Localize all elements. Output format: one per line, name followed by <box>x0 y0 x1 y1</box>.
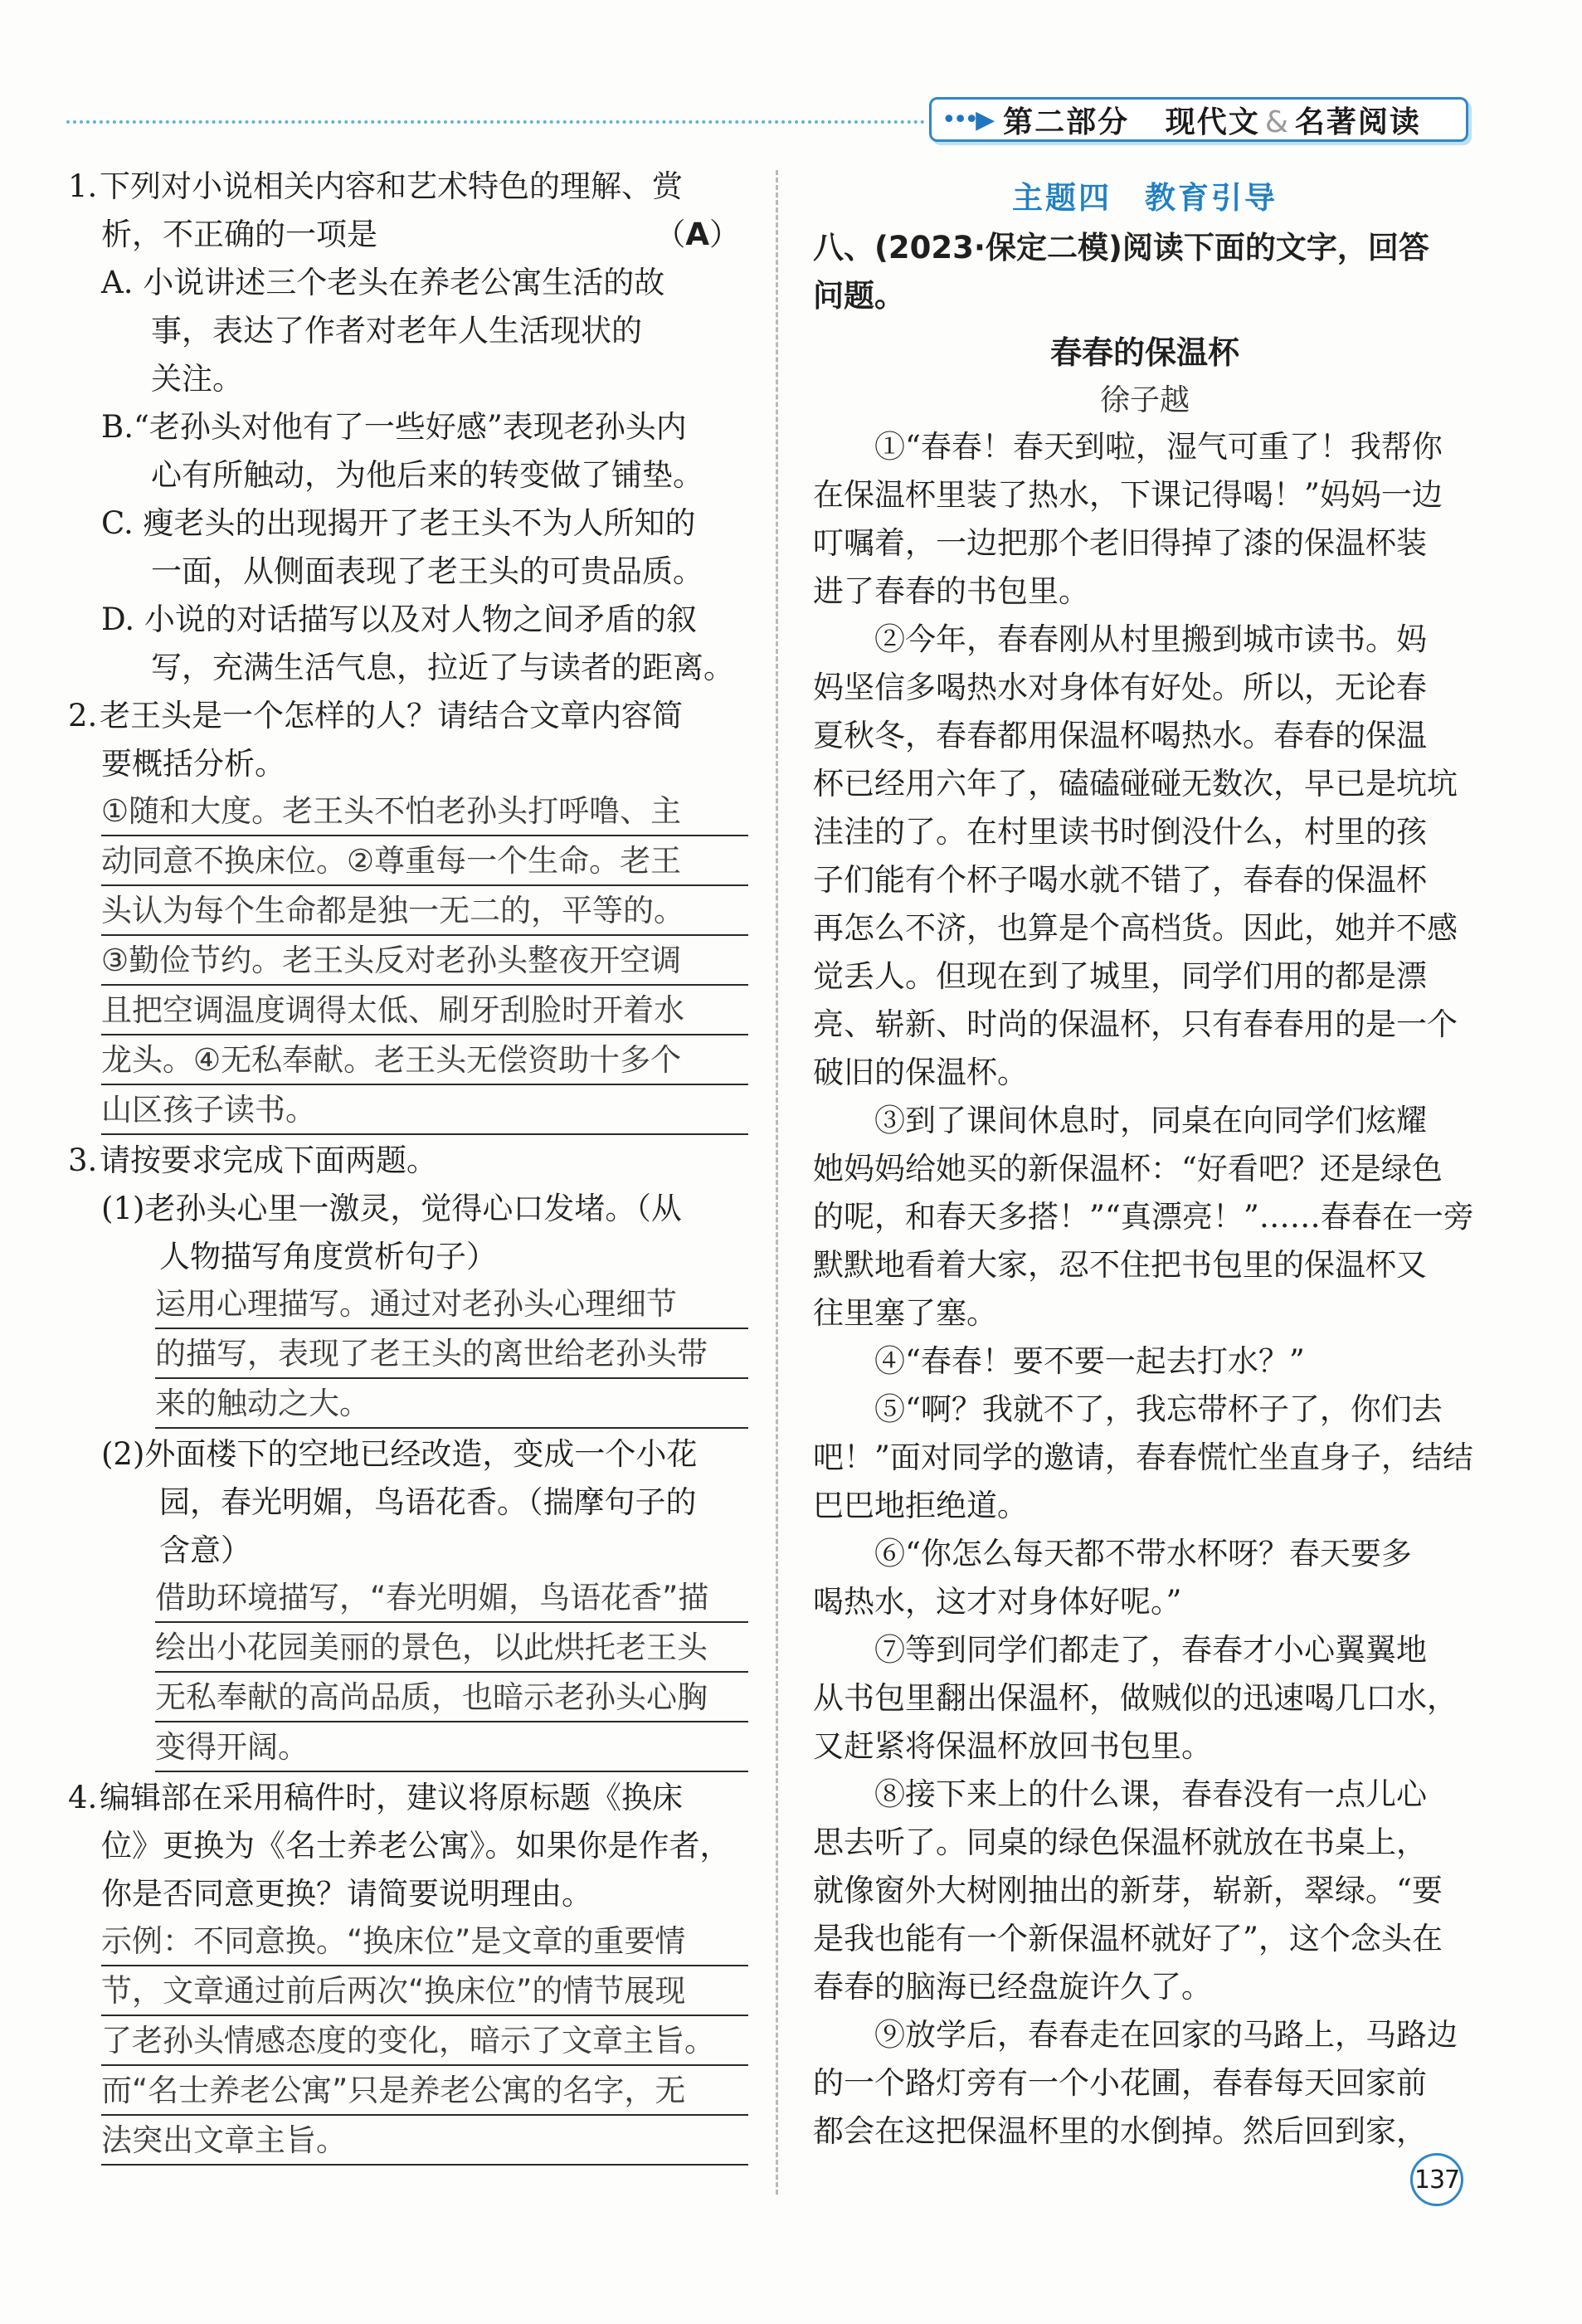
story-line: 在保温杯里装了热水，下课记得喝！”妈妈一边 <box>813 477 1443 513</box>
answer-line: 头认为每个生命都是独一无二的，平等的。 <box>101 888 748 936</box>
story-paragraph <box>813 616 1477 1097</box>
answer-line: ①随和大度。老王头不怕老孙头打呼噜、主 <box>101 788 748 836</box>
question-3-sub1: (1)老孙头心里一激灵，觉得心口发堵。（从 <box>101 1191 682 1226</box>
section-header-tab <box>929 97 1468 142</box>
story-line: ②今年，春春刚从村里搬到城市读书。妈 <box>874 621 1427 657</box>
left-column <box>68 163 748 2167</box>
option-c: C. 瘦老头的出现揭开了老王头不为人所知的 <box>101 505 696 541</box>
header-dotted-rule <box>66 120 925 124</box>
story-line: 春春的脑海已经盘旋许久了。 <box>813 1969 1212 2005</box>
question-2-number: 2. <box>68 698 98 733</box>
option-d: D. 小说的对话描写以及对人物之间矛盾的叙 <box>101 602 697 637</box>
story-line: 巴巴地拒绝道。 <box>813 1488 1028 1523</box>
option-b: 心有所触动，为他后来的转变做了铺垫。 <box>151 457 703 493</box>
answer-line: 而“名士养老公寓”只是养老公寓的名字，无 <box>101 2068 748 2116</box>
story-line: 亮、崭新、时尚的保温杯，只有春春用的是一个 <box>813 1006 1458 1042</box>
story-paragraph <box>813 1530 1477 1626</box>
story-line: 又赶紧将保温杯放回书包里。 <box>813 1728 1212 1764</box>
section-amp: & <box>1264 105 1290 139</box>
question-2 <box>68 692 748 1135</box>
story-line: 默默地看着大家，忍不住把书包里的保温杯又 <box>813 1247 1427 1283</box>
answer-line: 无私奉献的高尚品质，也暗示老孙头心胸 <box>155 1674 748 1722</box>
reading-instruction: 八、(2023·保定二模)阅读下面的文字，回答 <box>813 230 1429 266</box>
story-paragraph <box>813 1386 1477 1530</box>
answer-bracket: （A） <box>655 217 740 252</box>
story-title: 春春的保温杯 <box>1049 334 1239 371</box>
question-2-line: 2.老王头是一个怎样的人？请结合文章内容简 <box>68 692 748 740</box>
story-line: ⑧接下来上的什么课，春春没有一点儿心 <box>874 1776 1427 1812</box>
story-line: 子们能有个杯子喝水就不错了，春春的保温杯 <box>813 862 1427 898</box>
answer-line: 龙头。④无私奉献。老王头无偿资助十多个 <box>101 1037 748 1085</box>
answer-letter: A <box>685 217 709 252</box>
question-3-sub1: 人物描写角度赏析句子） <box>159 1239 497 1274</box>
answer-line: 节，文章通过前后两次“换床位”的情节展现 <box>101 1968 748 2016</box>
story-line: ①“春春！春天到啦，湿气可重了！我帮你 <box>874 429 1443 465</box>
story-line: 夏秋冬，春春都用保温杯喝热水。春春的保温 <box>813 718 1427 753</box>
question-1-line: 析，不正确的一项是 （A） <box>68 211 748 259</box>
story-line: ⑨放学后，春春走在回家的马路上，马路边 <box>874 2017 1458 2053</box>
story-line: 思去听了。同桌的绿色保温杯就放在书桌上， <box>813 1825 1427 1860</box>
answer-line: 动同意不换床位。②尊重每一个生命。老王 <box>101 838 748 886</box>
story-paragraph <box>813 1626 1477 1771</box>
section-modern: 现代文 <box>1165 105 1260 139</box>
reading-instruction: 问题。 <box>813 278 905 314</box>
question-4-line: 位》更换为《名士养老公寓》。如果你是作者， <box>101 1828 731 1864</box>
answer-line: 绘出小花园美丽的景色，以此烘托老王头 <box>155 1625 748 1673</box>
answer-3-1 <box>68 1281 748 1429</box>
story-body <box>813 423 1477 2156</box>
story-line: 觉丢人。但现在到了城里，同学们用的都是漂 <box>813 958 1427 994</box>
story-line: 是我也能有一个新保温杯就好了”，这个念头在 <box>813 1921 1443 1956</box>
story-line: 的一个路灯旁有一个小花圃，春春每天回家前 <box>813 2065 1427 2101</box>
answer-line: 来的触动之大。 <box>155 1381 748 1429</box>
story-line: 的呢，和春天多搭！”“真漂亮！”……春春在一旁 <box>813 1199 1474 1235</box>
story-author: 徐子越 <box>1099 383 1190 417</box>
answer-4 <box>68 1918 748 2166</box>
section-part: 第二部分 <box>1003 105 1130 139</box>
question-4-line: 你是否同意更换？请简要说明理由。 <box>101 1876 592 1912</box>
story-line: 妈坚信多喝热水对身体有好处。所以，无论春 <box>813 670 1427 705</box>
answer-line: 借助环境描写，“春光明媚，鸟语花香”描 <box>155 1575 748 1623</box>
question-1-number: 1. <box>68 168 98 204</box>
option-a: 关注。 <box>151 361 243 397</box>
answer-line: ③勤俭节约。老王头反对老孙头整夜开空调 <box>101 938 748 986</box>
column-divider <box>776 170 778 2195</box>
question-4-number: 4. <box>68 1780 98 1815</box>
option-a: 事，表达了作者对老年人生活现状的 <box>151 313 642 348</box>
option-b: B.“老孙头对他有了一些好感”表现老孙头内 <box>101 409 687 445</box>
story-line: 就像窗外大树刚抽出的新芽，崭新，翠绿。“要 <box>813 1873 1443 1908</box>
section-classics: 名著阅读 <box>1294 105 1421 139</box>
answer-line: 且把空调温度调得太低、刷牙刮脸时开着水 <box>101 987 748 1035</box>
story-line: 喝热水，这才对身体好呢。” <box>813 1584 1182 1620</box>
question-3 <box>68 1137 748 1772</box>
page-number: 137 <box>1410 2153 1463 2206</box>
story-paragraph <box>813 1097 1477 1337</box>
story-line: 吧！”面对同学的邀请，春春慌忙坐直身子，结结 <box>813 1440 1473 1475</box>
question-1 <box>68 163 748 692</box>
question-3-sub2: (2)外面楼下的空地已经改造，变成一个小花 <box>101 1436 698 1472</box>
section-title <box>1003 99 1421 141</box>
answer-line: 运用心理描写。通过对老孙头心理细节 <box>155 1281 748 1329</box>
story-line: ③到了课间休息时，同桌在向同学们炫耀 <box>874 1103 1427 1138</box>
answer-2 <box>68 788 748 1135</box>
story-line: 杯已经用六年了，磕磕碰碰无数次，早已是坑坑 <box>813 766 1458 801</box>
story-paragraph <box>813 1771 1477 2011</box>
story-line: 都会在这把保温杯里的水倒掉。然后回到家， <box>813 2113 1427 2149</box>
arrow-icon: •••▶ <box>942 105 992 134</box>
answer-line: 了老孙头情感态度的变化，暗示了文章主旨。 <box>101 2018 748 2066</box>
question-3-line: 3.请按要求完成下面两题。 <box>68 1137 748 1185</box>
story-paragraph <box>813 2011 1477 2156</box>
story-line: 叮嘱着，一边把那个老旧得掉了漆的保温杯装 <box>813 525 1427 561</box>
story-line: 进了春春的书包里。 <box>813 573 1089 609</box>
answer-line: 的描写，表现了老王头的离世给老孙头带 <box>155 1331 748 1379</box>
question-2-line: 要概括分析。 <box>101 746 285 782</box>
answer-line: 山区孩子读书。 <box>101 1087 748 1135</box>
option-d: 写，充满生活气息，拉近了与读者的距离。 <box>151 650 734 685</box>
topic-heading: 主题四 教育引导 <box>1012 180 1278 216</box>
story-line: ⑤“啊？我就不了，我忘带杯子了，你们去 <box>874 1391 1443 1427</box>
question-1-line: 1.下列对小说相关内容和艺术特色的理解、赏 <box>68 163 748 211</box>
question-3-number: 3. <box>68 1143 98 1178</box>
question-4-line: 4.编辑部在采用稿件时，建议将原标题《换床 <box>68 1774 748 1822</box>
story-line: 破旧的保温杯。 <box>813 1055 1028 1090</box>
story-line: 再怎么不济，也算是个高档货。因此，她并不感 <box>813 910 1458 946</box>
story-line: 她妈妈给她买的新保温杯：“好看吧？还是绿色 <box>813 1151 1443 1186</box>
story-paragraph <box>813 423 1477 616</box>
option-a: A. 小说讲述三个老头在养老公寓生活的故 <box>101 265 665 300</box>
story-line: ⑥“你怎么每天都不带水杯呀？春天要多 <box>874 1536 1412 1571</box>
story-paragraph <box>813 1337 1477 1386</box>
answer-line: 示例：不同意换。“换床位”是文章的重要情 <box>101 1918 748 1966</box>
answer-line: 变得开阔。 <box>155 1724 748 1772</box>
right-column <box>813 173 1477 2156</box>
story-line: ④“春春！要不要一起去打水？” <box>874 1343 1305 1379</box>
answer-line: 法突出文章主旨。 <box>101 2117 748 2166</box>
option-c: 一面，从侧面表现了老王头的可贵品质。 <box>151 553 703 589</box>
question-4 <box>68 1774 748 2166</box>
answer-3-2 <box>68 1575 748 1772</box>
story-line: 往里塞了塞。 <box>813 1295 997 1331</box>
question-3-sub2: 含意） <box>159 1532 251 1568</box>
question-3-sub2: 园，春光明媚，鸟语花香。（揣摩句子的 <box>159 1484 697 1520</box>
story-line: 洼洼的了。在村里读书时倒没什么，村里的孩 <box>813 814 1427 850</box>
story-line: 从书包里翻出保温杯，做贼似的迅速喝几口水， <box>813 1680 1458 1716</box>
story-line: ⑦等到同学们都走了，春春才小心翼翼地 <box>874 1632 1427 1668</box>
